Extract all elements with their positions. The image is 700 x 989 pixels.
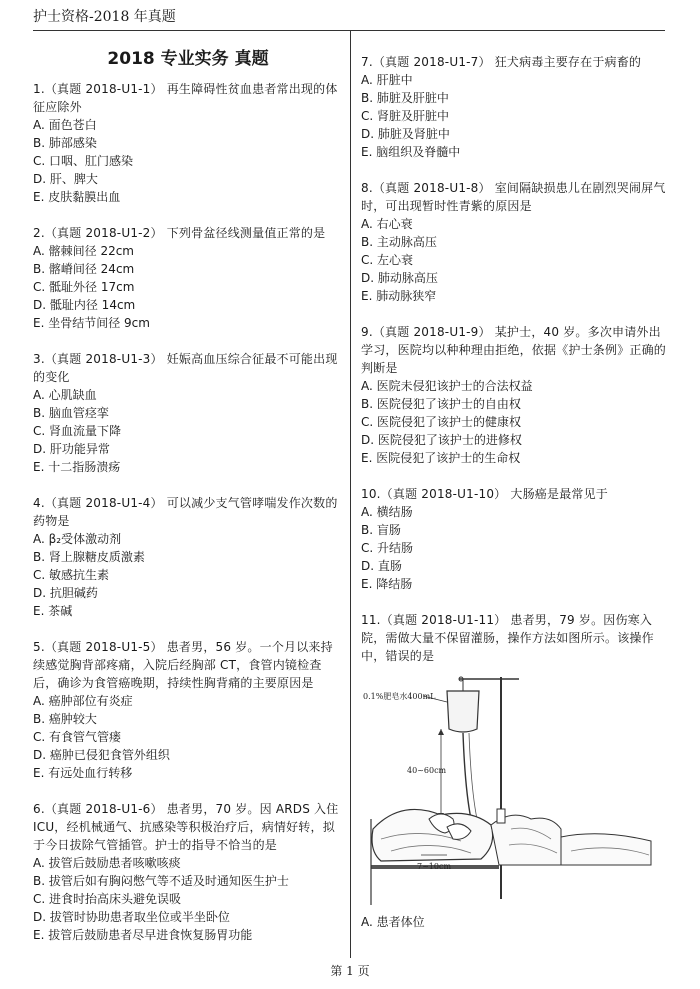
answer-option: E. 坐骨结节间径 9cm — [33, 316, 150, 330]
answer-option: B. 脑血管痉挛 — [33, 406, 109, 420]
height-label: 40~60cm — [407, 766, 447, 775]
answer-option: A. 医院未侵犯该护士的合法权益 — [361, 379, 533, 393]
answer-option: B. 医院侵犯了该护士的自由权 — [361, 397, 521, 411]
depth-label: 7~10cm — [417, 862, 452, 871]
answer-option: B. 髂嵴间径 24cm — [33, 262, 135, 276]
answer-option: C. 敏感抗生素 — [33, 568, 110, 582]
answer-option: A. 髂棘间径 22cm — [33, 244, 134, 258]
enema-illustration — [361, 669, 661, 909]
answer-option: C. 进食时抬高床头避免误吸 — [33, 892, 182, 906]
question-spacer — [361, 593, 667, 611]
question-spacer — [33, 206, 343, 224]
answer-option: A. 心肌缺血 — [33, 388, 97, 402]
answer-option: A. 癌肿部位有炎症 — [33, 694, 133, 708]
question-stem: 10.（真题 2018-U1-10） 大肠癌是最常见于 — [361, 487, 609, 501]
answer-option: B. 主动脉高压 — [361, 235, 437, 249]
answer-option: B. 肾上腺糖皮质激素 — [33, 550, 145, 564]
answer-option: E. 茶碱 — [33, 604, 73, 618]
question-stem: 2.（真题 2018-U1-2） 下列骨盆径线测量值正常的是 — [33, 226, 326, 240]
bag-label: 0.1%肥皂水400mL — [363, 692, 436, 701]
page-footer: 第 1 页 — [330, 964, 370, 978]
answer-option: B. 肺脏及肝脏中 — [361, 91, 449, 105]
question-spacer — [33, 782, 343, 800]
answer-option: E. 有远处血行转移 — [33, 766, 133, 780]
question-block — [33, 494, 343, 620]
question-block — [361, 323, 667, 467]
answer-option: A. β₂受体激动剂 — [33, 532, 122, 546]
right-column — [361, 30, 667, 931]
answer-option: A. 面色苍白 — [33, 118, 97, 132]
answer-option: C. 口咽、肛门感染 — [33, 154, 134, 168]
question-spacer — [33, 620, 343, 638]
answer-option: A. 患者体位 — [361, 915, 425, 929]
question-stem: 9.（真题 2018-U1-9） 某护士，40 岁。多次申请外出学习，医院均以种种理由拒绝，依据《护士条例》正确的判断是 — [361, 325, 667, 375]
answer-option: D. 肺动脉高压 — [361, 271, 438, 285]
question-block — [33, 224, 343, 332]
page-header: 护士资格-2018 年真题 — [33, 6, 665, 31]
question-block — [361, 611, 667, 931]
answer-option: C. 有食管气管瘘 — [33, 730, 122, 744]
answer-option: D. 医院侵犯了该护士的进修权 — [361, 433, 522, 447]
answer-option: C. 升结肠 — [361, 541, 414, 555]
question-stem: 6.（真题 2018-U1-6） 患者男，70 岁。因 ARDS 入住 ICU，经机械通气、抗感染等积极治疗后，病情好转，拟于今日拔除气管插管。护士的指导不恰当的是 — [33, 802, 339, 852]
question-spacer — [361, 467, 667, 485]
question-spacer — [33, 476, 343, 494]
answer-option: C. 肾血流量下降 — [33, 424, 122, 438]
question-spacer — [361, 305, 667, 323]
answer-option: B. 盲肠 — [361, 523, 401, 537]
answer-option: A. 右心衰 — [361, 217, 413, 231]
answer-option: B. 癌肿较大 — [33, 712, 97, 726]
answer-option: E. 医院侵犯了该护士的生命权 — [361, 451, 521, 465]
answer-option: E. 肺动脉狭窄 — [361, 289, 437, 303]
answer-option: A. 拔管后鼓励患者咳嗽咳痰 — [33, 856, 181, 870]
answer-option: E. 降结肠 — [361, 577, 413, 591]
left-column — [33, 30, 343, 944]
answer-option: C. 左心衰 — [361, 253, 414, 267]
question-spacer — [33, 332, 343, 350]
question-block — [361, 53, 667, 161]
answer-option: D. 肺脏及肾脏中 — [361, 127, 450, 141]
answer-option: E. 脑组织及脊髓中 — [361, 145, 461, 159]
question-block — [33, 638, 343, 782]
answer-option: E. 拔管后鼓励患者尽早进食恢复肠胃功能 — [33, 928, 253, 942]
left-question-list — [33, 80, 343, 944]
question-block — [33, 80, 343, 206]
answer-option: D. 抗胆碱药 — [33, 586, 98, 600]
question-block — [361, 179, 667, 305]
question-block — [361, 485, 667, 593]
answer-option: B. 拔管后如有胸闷憋气等不适及时通知医生护士 — [33, 874, 289, 888]
question-stem: 8.（真题 2018-U1-8） 室间隔缺损患儿在剧烈哭闹屏气时，可出现暂时性青紫的原因是 — [361, 181, 666, 213]
question-stem: 5.（真题 2018-U1-5） 患者男，56 岁。一个月以来持续感觉胸背部疼痛，入院后经胸部 CT，食管内镜检查后，确诊为食管癌晚期，持续性胸背痛的主要原因是 — [33, 640, 333, 690]
answer-option: D. 直肠 — [361, 559, 402, 573]
question-block — [33, 800, 343, 944]
answer-option: C. 医院侵犯了该护士的健康权 — [361, 415, 522, 429]
question-stem: 7.（真题 2018-U1-7） 狂犬病毒主要存在于病畜的 — [361, 55, 642, 69]
answer-option: E. 皮肤黏膜出血 — [33, 190, 121, 204]
answer-option: B. 肺部感染 — [33, 136, 97, 150]
answer-option: D. 肝功能异常 — [33, 442, 110, 456]
answer-option: D. 癌肿已侵犯食管外组织 — [33, 748, 170, 762]
question-stem: 3.（真题 2018-U1-3） 妊娠高血压综合征最不可能出现的变化 — [33, 352, 338, 384]
page-title: 2018 专业实务 真题 — [107, 49, 269, 69]
answer-option: C. 骶耻外径 17cm — [33, 280, 135, 294]
answer-option: D. 肝、脾大 — [33, 172, 98, 186]
question-stem: 4.（真题 2018-U1-4） 可以减少支气管哮喘发作次数的药物是 — [33, 496, 338, 528]
answer-option: E. 十二指肠溃疡 — [33, 460, 121, 474]
answer-option: D. 拔管时协助患者取坐位或半坐卧位 — [33, 910, 230, 924]
column-divider — [350, 30, 351, 958]
answer-option: A. 肝脏中 — [361, 73, 413, 87]
answer-option: A. 横结肠 — [361, 505, 413, 519]
question-block — [33, 350, 343, 476]
question-stem: 1.（真题 2018-U1-1） 再生障碍性贫血患者常出现的体征应除外 — [33, 82, 338, 114]
right-question-list — [361, 53, 667, 931]
question-spacer — [361, 161, 667, 179]
question-stem: 11.（真题 2018-U1-11） 患者男，79 岁。因伤寒入院，需做大量不保留灌肠，操作方法如图所示。该操作中，错误的是 — [361, 613, 654, 663]
answer-option: D. 骶耻内径 14cm — [33, 298, 136, 312]
answer-option: C. 肾脏及肝脏中 — [361, 109, 450, 123]
